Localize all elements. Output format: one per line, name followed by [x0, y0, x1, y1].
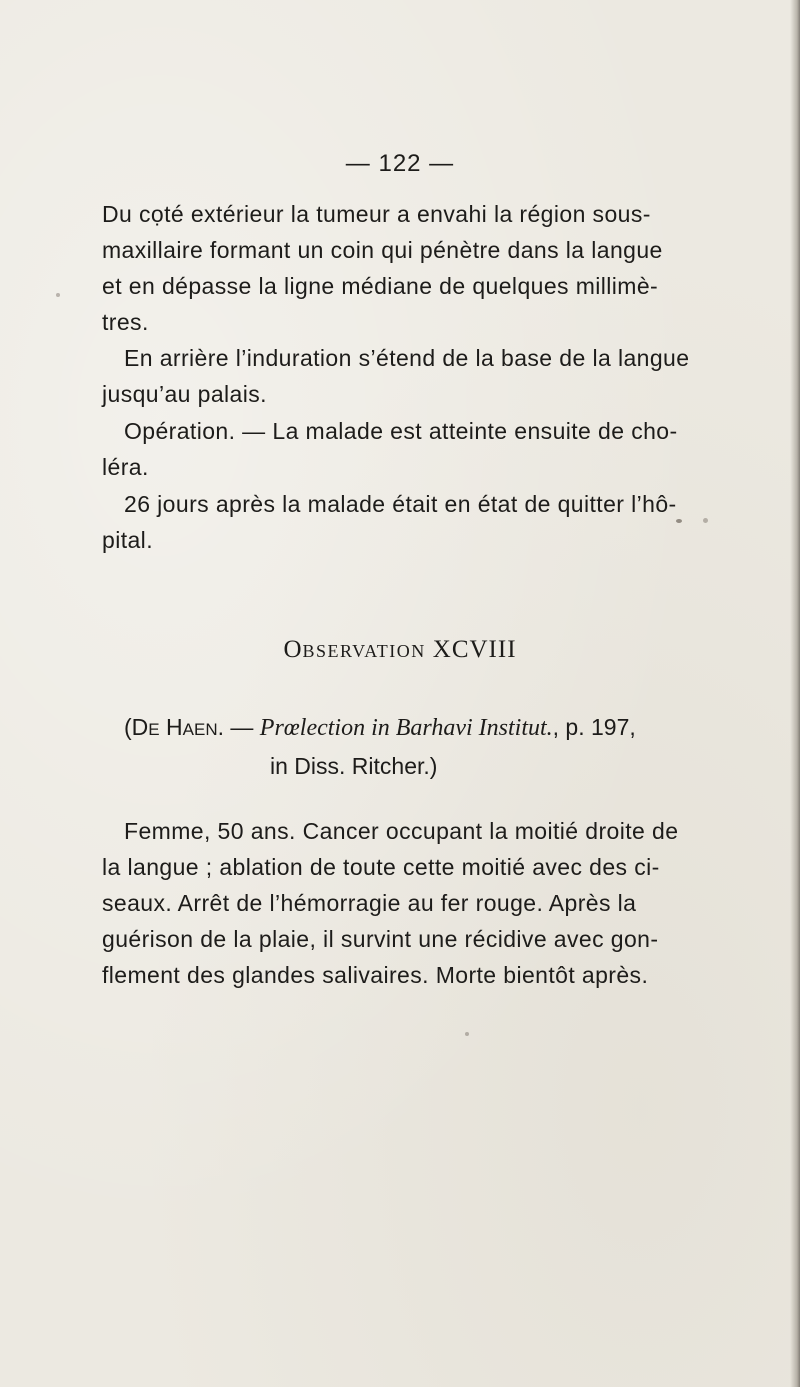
- citation-author-rest: AEN: [182, 720, 218, 739]
- citation: [102, 709, 742, 784]
- text-line: En arrière l’induration s’étend de la base de la langue: [124, 345, 690, 371]
- text-line: flement des glandes salivaires. Morte bientôt après.: [102, 962, 649, 988]
- citation-line: [102, 709, 742, 748]
- paper-speck: [703, 518, 708, 523]
- paragraph-operation: [102, 413, 742, 485]
- text-line: pital.: [102, 527, 153, 553]
- text-line: jusqu’au palais.: [102, 381, 267, 407]
- citation-page: , p. 197,: [552, 714, 636, 740]
- section-title-number: XCVIII: [432, 636, 517, 663]
- text-line: maxillaire formant un coin qui pénètre dans la langue: [102, 237, 663, 263]
- paragraph-induration: [102, 340, 742, 412]
- paragraph-case-description: [102, 813, 742, 993]
- citation-author-small: E: [148, 720, 160, 739]
- paper-speck: [56, 293, 60, 297]
- text-line: la langue ; ablation de toute cette moitié avec des ci-: [102, 854, 660, 880]
- text-line: et en dépasse la ligne médiane de quelques millimè-: [102, 273, 659, 299]
- paper-speck: [465, 1032, 469, 1036]
- paragraph-tumor-extension: [102, 196, 742, 340]
- page-number: — 122 —: [345, 150, 455, 177]
- section-title-initial: O: [283, 636, 303, 663]
- citation-author-initial: H: [166, 714, 183, 740]
- text-line: Du cọté extérieur la tumeur a envahi la région sous-: [102, 201, 651, 227]
- citation-work-title: Prœlection in Barhavi Institut.: [259, 715, 553, 741]
- text-line: léra.: [102, 454, 149, 480]
- text-line: seaux. Arrêt de l’hémorragie au fer rouge. Après la: [102, 890, 637, 916]
- page-edge-shadow: [790, 0, 800, 1387]
- citation-dash: . —: [217, 714, 260, 740]
- citation-open: (D: [124, 714, 149, 740]
- text-line: Femme, 50 ans. Cancer occupant la moitié droite de: [124, 818, 679, 844]
- citation-line-2: in Diss. Ritcher.): [270, 753, 438, 779]
- text-line: tres.: [102, 309, 149, 335]
- paragraph-discharge: [102, 486, 742, 558]
- text-line: guérison de la plaie, il survint une récidive avec gon-: [102, 926, 659, 952]
- section-title-word: BSERVATION: [302, 641, 426, 661]
- text-line: 26 jours après la malade était en état de quitter l’hô-: [124, 491, 677, 517]
- section-title: [0, 636, 800, 664]
- text-line: Opération. — La malade est atteinte ensuite de cho-: [124, 418, 678, 444]
- paper-speck: [676, 519, 682, 523]
